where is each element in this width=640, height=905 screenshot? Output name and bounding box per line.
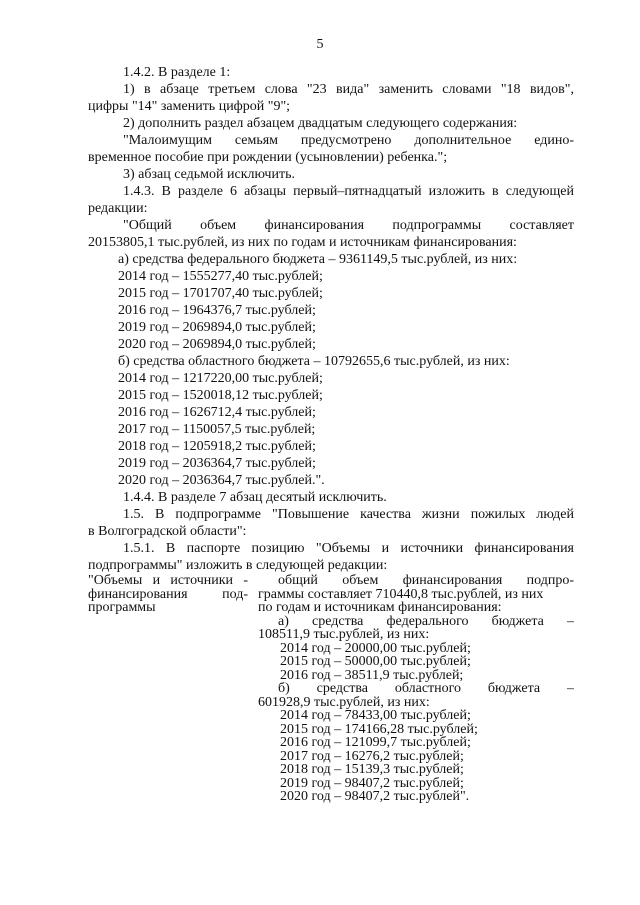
text-line: временное пособие при рождении (усыновлении) ребенка."; (88, 150, 448, 165)
passport-value-line: б) средства областного бюджета – (278, 682, 574, 696)
text-line: 1.4.4. В разделе 7 абзац десятый исключить. (123, 490, 387, 505)
passport-label-line: финансирования под- (88, 587, 248, 601)
passport-value-line: 2018 год – 15139,3 тыс.рублей; (280, 762, 464, 777)
text-line: 2015 год – 1520018,12 тыс.рублей; (118, 388, 323, 403)
passport-value-line: 2016 год – 38511,9 тыс.рублей; (280, 667, 464, 683)
text-line: редакции: (88, 201, 148, 216)
passport-value-line: 2020 год – 98407,2 тыс.рублей". (280, 789, 470, 804)
passport-value-line: 2014 год – 20000,00 тыс.рублей; (280, 640, 471, 656)
passport-label-line: "Объемы и источники - (88, 574, 248, 588)
passport-value-line: 2016 год – 121099,7 тыс.рублей; (280, 735, 471, 750)
text-line: "Малоимущим семьям предусмотрено дополнительное едино- (123, 133, 574, 148)
passport-value-line: 2017 год – 16276,2 тыс.рублей; (280, 748, 464, 764)
text-line: а) средства федерального бюджета – 9361149,5 тыс.рублей, из них: (118, 252, 518, 267)
passport-value-line: а) средства федерального бюджета – (278, 614, 574, 628)
passport-value-line: 2019 год – 98407,2 тыс.рублей; (280, 775, 464, 791)
passport-value-line: 2015 год – 174166,28 тыс.рублей; (280, 721, 478, 737)
text-line: 2019 год – 2069894,0 тыс.рублей; (118, 320, 316, 335)
text-line: 2019 год – 2036364,7 тыс.рублей; (118, 456, 316, 471)
text-line: 2020 год – 2036364,7 тыс.рублей.". (118, 473, 325, 488)
text-line: 1) в абзаце третьем слова "23 вида" заменить словами "18 видов", (123, 82, 574, 97)
text-line: 2016 год – 1626712,4 тыс.рублей; (118, 405, 316, 420)
passport-value-line: 108511,9 тыс.рублей, из них: (258, 627, 430, 642)
text-line: 2017 год – 1150057,5 тыс.рублей; (118, 422, 316, 437)
passport-value-line: общий объем финансирования подпро- (278, 574, 574, 588)
text-line: "Общий объем финансирования подпрограммы составляет (123, 218, 574, 233)
text-line: 1.5. В подпрограмме "Повышение качества жизни пожилых людей (123, 507, 574, 522)
text-line: в Волгоградской области": (88, 524, 247, 539)
passport-left-column (88, 574, 248, 615)
text-line: 2) дополнить раздел абзацем двадцатым следующего содержания: (123, 116, 518, 131)
passport-label-line: программы (88, 600, 156, 615)
text-line: 1.4.2. В разделе 1: (123, 65, 231, 80)
text-line: 2014 год – 1217220,00 тыс.рублей; (118, 371, 323, 386)
text-line: 2014 год – 1555277,40 тыс.рублей; (118, 269, 323, 284)
text-line: 1.5.1. В паспорте позицию "Объемы и источники финансирования (123, 541, 574, 556)
text-line: 2018 год – 1205918,2 тыс.рублей; (118, 439, 316, 454)
passport-value-line: граммы составляет 710440,8 тыс.рублей, из них (258, 586, 544, 602)
passport-right-column (258, 574, 574, 804)
document-body (88, 64, 574, 574)
text-line: 3) абзац седьмой исключить. (123, 167, 295, 182)
text-line: 2016 год – 1964376,7 тыс.рублей; (118, 303, 316, 318)
passport-value-line: 2014 год – 78433,00 тыс.рублей; (280, 708, 471, 723)
page-number: 5 (316, 37, 324, 52)
passport-value-line: 2015 год – 50000,00 тыс.рублей; (280, 654, 471, 669)
text-line: 2020 год – 2069894,0 тыс.рублей; (118, 337, 316, 352)
passport-value-line: 601928,9 тыс.рублей, из них: (258, 694, 430, 710)
text-line: б) средства областного бюджета – 10792655,6 тыс.рублей, из них: (118, 354, 510, 369)
text-line: подпрограммы" изложить в следующей редакции: (88, 558, 388, 573)
passport-value-line: по годам и источникам финансирования: (258, 600, 502, 615)
text-line: 2015 год – 1701707,40 тыс.рублей; (118, 286, 323, 301)
text-line: 20153805,1 тыс.рублей, из них по годам и источникам финансирования: (88, 235, 517, 250)
text-line: 1.4.3. В разделе 6 абзацы первый–пятнадцатый изложить в следующей (123, 184, 574, 199)
text-line: цифры "14" заменить цифрой "9"; (88, 99, 291, 114)
